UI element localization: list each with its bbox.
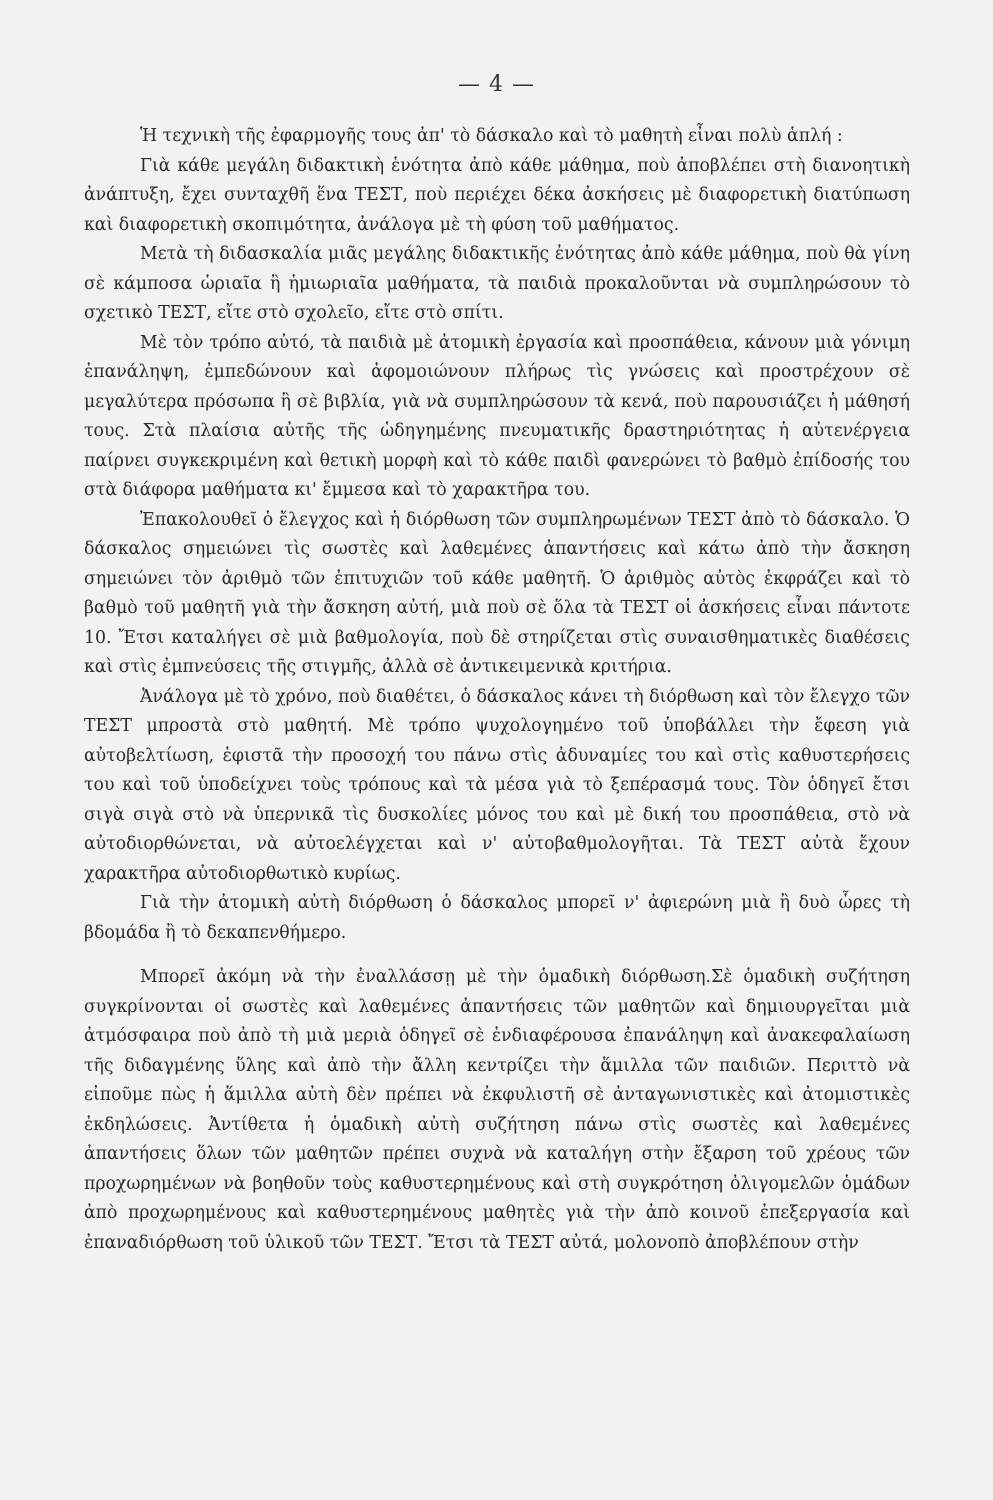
body-text <box>84 122 910 1258</box>
paragraph-7: Γιὰ τὴν ἀτομικὴ αὐτὴ διόρθωση ὁ δάσκαλος μπορεῖ ν' ἀφιερώνη μιὰ ἢ δυὸ ὧρες τὴ βδομάδα ἢ τὸ δεκαπενθήμερο. <box>84 893 910 943</box>
paragraph-5: Ἐπακολουθεῖ ὁ ἔλεγχος καὶ ἡ διόρθωση τῶν συμπληρωμένων ΤΕΣΤ ἀπὸ τὸ δάσκαλο. Ὁ δάσκαλος σημειώνει τὶς σωστὲς καὶ λαθεμένες ἀπαντήσεις καὶ κάτω ἀπὸ τὴν ἄσκηση σημειώνει τὸν ἀριθμὸ τῶν ἐπιτυχιῶν τοῦ κάθε μαθητῆ. Ὁ ἀριθμὸς αὐτὸς ἐκφράζει καὶ τὸ βαθμὸ τοῦ μαθητῆ γιὰ τὴν ἄσκηση αὐτή, μιὰ ποὺ σὲ ὅλα τὰ ΤΕΣΤ οἱ ἀσκήσεις εἶναι πάντοτε 10. Ἔτσι καταλήγει σὲ μιὰ βαθμολογία, ποὺ δὲ στηρίζεται στὶς συναισθηματικὲς διαθέσεις καὶ στὶς ἐμπνεύσεις τῆς στιγμῆς, ἀλλὰ σὲ ἀντικειμενικὰ κριτήρια. <box>84 509 910 677</box>
paragraph-2: Γιὰ κάθε μεγάλη διδακτικὴ ἑνότητα ἀπὸ κάθε μάθημα, ποὺ ἀποβλέπει στὴ διανοητικὴ ἀνάπτυξη, ἔχει συνταχθῆ ἕνα ΤΕΣΤ, ποὺ περιέχει δέκα ἀσκήσεις μὲ διαφορετικὴ διατύπωση καὶ διαφορετικὴ σκοπιμότητα, ἀνάλογα μὲ τὴ φύση τοῦ μαθήματος. <box>84 155 910 235</box>
paragraph-4: Μὲ τὸν τρόπο αὐτό, τὰ παιδιὰ μὲ ἀτομικὴ ἐργασία καὶ προσπάθεια, κάνουν μιὰ γόνιμη ἐπανάληψη, ἐμπεδώνουν καὶ ἀφομοιώνουν πλήρως τὶς γνώσεις καὶ προστρέχουν σὲ μεγαλύτερα πρόσωπα ἢ σὲ βιβλία, γιὰ νὰ συμπληρώσουν τὰ κενά, ποὺ παρουσιάζει ἡ μάθησή τους. Στὰ πλαίσια αὐτῆς τῆς ὡδηγημένης πνευματικῆς δραστηριότητας ἡ αὐτενέργεια παίρνει συγκεκριμένη καὶ θετικὴ μορφὴ καὶ τὸ κάθε παιδὶ φανερώνει τὸ βαθμὸ ἐπίδοσής του στὰ διάφορα μαθήματα κι' ἔμμεσα καὶ τὸ χαρακτῆρα του. <box>84 332 910 500</box>
page-number: — 4 — <box>458 72 535 97</box>
paragraph-3: Μετὰ τὴ διδασκαλία μιᾶς μεγάλης διδακτικῆς ἑνότητας ἀπὸ κάθε μάθημα, ποὺ θὰ γίνη σὲ κάμποσα ὡριαῖα ἢ ἡμιωριαῖα μαθήματα, τὰ παιδιὰ προκαλοῦνται νὰ συμπληρώσουν τὸ σχετικὸ ΤΕΣΤ, εἴτε στὸ σχολεῖο, εἴτε στὸ σπίτι. <box>84 244 910 323</box>
paragraph-1: Ἡ τεχνικὴ τῆς ἐφαρμογῆς τους ἀπ' τὸ δάσκαλο καὶ τὸ μαθητὴ εἶναι πολὺ ἁπλή : <box>140 126 843 146</box>
paragraph-6: Ἀνάλογα μὲ τὸ χρόνο, ποὺ διαθέτει, ὁ δάσκαλος κάνει τὴ διόρθωση καὶ τὸν ἔλεγχο τῶν ΤΕΣΤ μπροστὰ στὸ μαθητή. Μὲ τρόπο ψυχολογημένο τοῦ ὑποβάλλει τὴν ἔφεση γιὰ αὐτοβελτίωση, ἐφιστᾶ τὴν προσοχή του πάνω στὶς ἀδυναμίες του καὶ στὶς καθυστερήσεις του καὶ τοῦ ὑποδείχνει τοὺς τρόπους καὶ τὰ μέσα γιὰ τὸ ξεπέρασμά τους. Τὸν ὁδηγεῖ ἔτσι σιγὰ σιγὰ στὸ νὰ ὑπερνικᾶ τὶς δυσκολίες μόνος του καὶ μὲ δική του προσπάθεια, στὸ νὰ αὐτοδιορθώνεται, νὰ αὐτοελέγχεται καὶ ν' αὐτοβαθμολογῆται. Τὰ ΤΕΣΤ αὐτὰ ἔχουν χαρακτῆρα αὐτοδιορθωτικὸ κυρίως. <box>84 686 910 884</box>
paragraph-8: Μπορεῖ ἀκόμη νὰ τὴν ἐναλλάσσῃ μὲ τὴν ὁμαδικὴ διόρθωση.Σὲ ὁμαδικὴ συζήτηση συγκρίνονται οἱ σωστὲς καὶ λαθεμένες ἀπαντήσεις τῶν μαθητῶν καὶ δημιουργεῖται μιὰ ἀτμόσφαιρα ποὺ ἀπὸ τὴ μιὰ μεριὰ ὁδηγεῖ σὲ ἐνδιαφέρουσα ἐπανάληψη καὶ ἀνακεφαλαίωση τῆς διδαγμένης ὕλης καὶ ἀπὸ τὴν ἄλλη κεντρίζει τὴν ἅμιλλα τῶν παιδιῶν. Περιττὸ νὰ εἰποῦμε πὼς ἡ ἅμιλλα αὐτὴ δὲν πρέπει νὰ ἐκφυλιστῆ σὲ ἀνταγωνιστικὲς καὶ ἀτομιστικὲς ἐκδηλώσεις. Ἀντίθετα ἡ ὁμαδικὴ αὐτὴ συζήτηση πάνω στὶς σωστὲς καὶ λαθεμένες ἀπαντήσεις ὅλων τῶν μαθητῶν πρέπει συχνὰ νὰ καταλήγη στὴν ἔξαρση τοῦ χρέους τῶν προχωρημένων νὰ βοηθοῦν τοὺς καθυστερημένους καὶ στὴ συγκρότηση ὀλιγομελῶν ὁμάδων ἀπὸ προχωρημένους καὶ καθυστερημένους μαθητὲς γιὰ τὴν ἀπὸ κοινοῦ ἐπεξεργασία καὶ ἐπαναδιόρθωση τοῦ ὑλικοῦ τῶν ΤΕΣΤ. Ἔτσι τὰ ΤΕΣΤ αὐτά, μολονοπὸ ἀποβλέπουν στὴν <box>84 967 910 1253</box>
paragraph-gap <box>84 948 910 963</box>
